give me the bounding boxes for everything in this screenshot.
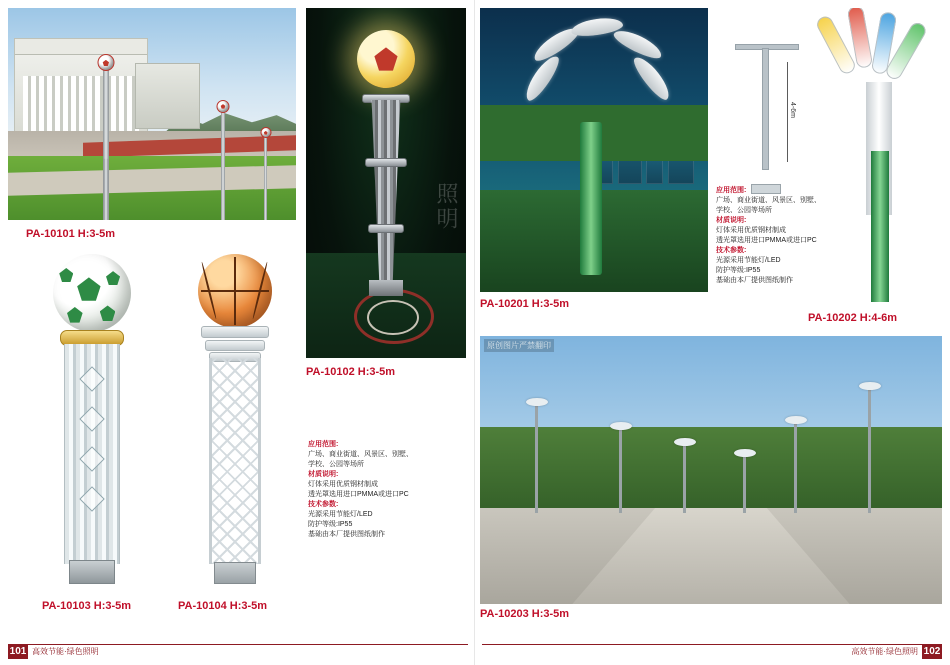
spec-tech-title: 技术参数: (716, 247, 747, 254)
product-photo-pa-10103 (30, 246, 154, 596)
lamp-pole-4 (264, 135, 267, 220)
watermark-text: 照明 (434, 182, 459, 232)
green-column (871, 151, 889, 302)
product-photo-pa-10104 (176, 246, 294, 596)
spec-scope-line-1: 广场、商业街道、风景区、别墅、 (308, 451, 413, 458)
spec-scope-line-2: 学校、公园等场所 (716, 207, 772, 214)
ball-lamp-head (217, 100, 230, 113)
ball-patch (67, 307, 83, 323)
caption-pa-10101: PA-10101 H:3-5m (26, 228, 116, 240)
lamp-pole-3 (221, 110, 225, 220)
footer-right (847, 643, 942, 659)
building-main (14, 38, 148, 138)
ball-patch (100, 305, 116, 321)
ball-patch (59, 268, 73, 282)
court-circle-inner (367, 300, 419, 336)
collar-disc-mid (205, 340, 265, 351)
torch-base (369, 280, 403, 296)
page-gutter (474, 0, 475, 665)
caption-pa-10203: PA-10203 H:3-5m (480, 608, 570, 620)
ball-patch (77, 277, 100, 300)
diamond-vent (79, 446, 104, 471)
diamond-vent (79, 366, 104, 391)
ball-patch (106, 271, 120, 285)
spec-scope-line-1: 广场、商业街道、风景区、别墅、 (716, 197, 821, 204)
technical-drawing (718, 22, 814, 202)
collar-disc-top (201, 326, 269, 338)
spec-material-line-1: 灯体采用优质钢材制成 (716, 227, 786, 234)
building-colonnade (23, 76, 140, 136)
fluted-column (64, 344, 120, 564)
drawing-pole (762, 48, 769, 170)
street-lamp (619, 430, 622, 513)
street-lamp (868, 390, 871, 513)
lattice-column (209, 358, 261, 564)
footer-tagline-right: 高效节能·绿色照明 (851, 646, 918, 656)
ball-pentagon (374, 47, 397, 70)
page-number-left: 101 (9, 645, 27, 657)
dimension-line (787, 62, 788, 162)
torch-collar-low (368, 224, 404, 233)
street-lamp (743, 457, 746, 513)
building-secondary (135, 63, 200, 129)
spec-tech-line-3: 基础由本厂提供图纸制作 (308, 531, 385, 538)
torch-collar-mid (365, 158, 407, 167)
diamond-vent (79, 486, 104, 511)
building-roof (15, 39, 147, 56)
spec-scope-title: 应用范围: (716, 187, 747, 194)
spec-scope-line-2: 学校、公园等场所 (308, 461, 364, 468)
soccer-ball-lamp-head (357, 30, 415, 88)
spec-material-title: 材质说明: (308, 471, 339, 478)
footer-tagline-left: 高效节能·绿色照明 (32, 646, 99, 656)
product-photo-pa-10203 (480, 336, 942, 604)
diamond-vent (79, 406, 104, 431)
street-lamp (683, 446, 686, 513)
soccer-ball-lamp-head (53, 254, 131, 332)
watermark-text: 原创图片严禁翻印 (484, 339, 554, 352)
spec-block-left (308, 440, 458, 540)
spec-material-title: 材质说明: (716, 217, 747, 224)
product-photo-pa-10101 (8, 8, 296, 220)
spec-tech-line-2: 防护等级:IP55 (308, 521, 353, 528)
spec-tech-line-1: 光源采用节能灯/LED (716, 257, 781, 264)
caption-pa-10202: PA-10202 H:4-6m (808, 312, 898, 324)
spec-tech-line-2: 防护等级:IP55 (716, 267, 761, 274)
caption-pa-10104: PA-10104 H:3-5m (178, 600, 268, 612)
spec-scope-title: 应用范围: (308, 441, 339, 448)
footer-left (8, 643, 103, 659)
product-photo-pa-10201 (480, 8, 708, 292)
spec-material-line-2: 透光罩选用进口PMMA或进口PC (716, 237, 817, 244)
ball-lamp-head (98, 54, 115, 71)
street-lamp (535, 406, 538, 513)
lamp-column (580, 122, 602, 275)
page-number-right: 102 (923, 645, 941, 657)
caption-pa-10102: PA-10102 H:3-5m (306, 366, 396, 378)
spec-tech-line-3: 基础由本厂提供图纸制作 (716, 277, 793, 284)
spec-block-right (716, 186, 866, 286)
dimension-label: 4-6m (789, 102, 797, 118)
street-lamp (794, 424, 797, 512)
lamp-pole-2 (104, 159, 108, 220)
basketball-lamp-head (198, 254, 272, 328)
column-base (69, 560, 115, 584)
spec-tech-line-1: 光源采用节能灯/LED (308, 511, 373, 518)
caption-pa-10103: PA-10103 H:3-5m (42, 600, 132, 612)
ball-lamp-head (260, 127, 271, 138)
caption-pa-10201: PA-10201 H:3-5m (480, 298, 570, 310)
spec-material-line-1: 灯体采用优质钢材制成 (308, 481, 378, 488)
spec-material-line-2: 透光罩选用进口PMMA或进口PC (308, 491, 409, 498)
column-base (214, 562, 256, 584)
spec-tech-title: 技术参数: (308, 501, 339, 508)
product-photo-pa-10102 (306, 8, 466, 358)
